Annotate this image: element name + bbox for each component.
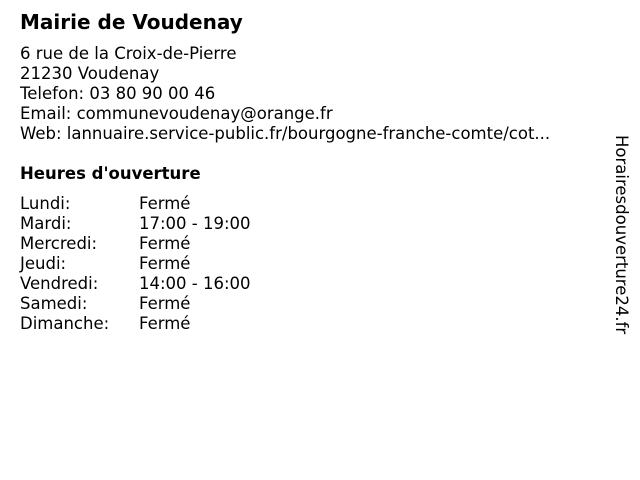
hours-heading: Heures d'ouverture xyxy=(20,164,201,183)
day-hours: 17:00 - 19:00 xyxy=(139,214,251,233)
phone-line: Telefon: 03 80 90 00 46 xyxy=(20,84,216,103)
day-hours: Fermé xyxy=(139,254,191,273)
day-label: Jeudi: xyxy=(20,254,67,273)
site-watermark: Horairesdouverture24.fr xyxy=(612,135,631,335)
day-label: Vendredi: xyxy=(20,274,99,293)
hours-row-dimanche xyxy=(20,314,251,334)
hours-row-jeudi xyxy=(20,254,251,274)
day-label: Mercredi: xyxy=(20,234,98,253)
web-link[interactable]: Web: lannuaire.service-public.fr/bourgogne-franche-comte/cot... xyxy=(20,124,551,143)
hours-row-mardi xyxy=(20,214,251,234)
day-hours: Fermé xyxy=(139,194,191,213)
opening-hours-list xyxy=(20,194,251,334)
business-name: Mairie de Voudenay xyxy=(20,10,243,34)
day-label: Samedi: xyxy=(20,294,88,313)
street-address: 6 rue de la Croix-de-Pierre xyxy=(20,44,237,63)
hours-row-lundi xyxy=(20,194,251,214)
hours-row-vendredi xyxy=(20,274,251,294)
day-label: Mardi: xyxy=(20,214,72,233)
day-label: Dimanche: xyxy=(20,314,110,333)
hours-row-samedi xyxy=(20,294,251,314)
day-hours: Fermé xyxy=(139,234,191,253)
email-line: Email: communevoudenay@orange.fr xyxy=(20,104,333,123)
day-hours: Fermé xyxy=(139,294,191,313)
day-hours: 14:00 - 16:00 xyxy=(139,274,251,293)
hours-row-mercredi xyxy=(20,234,251,254)
day-label: Lundi: xyxy=(20,194,71,213)
day-hours: Fermé xyxy=(139,314,191,333)
contact-block xyxy=(20,44,550,144)
city-postcode: 21230 Voudenay xyxy=(20,64,160,83)
